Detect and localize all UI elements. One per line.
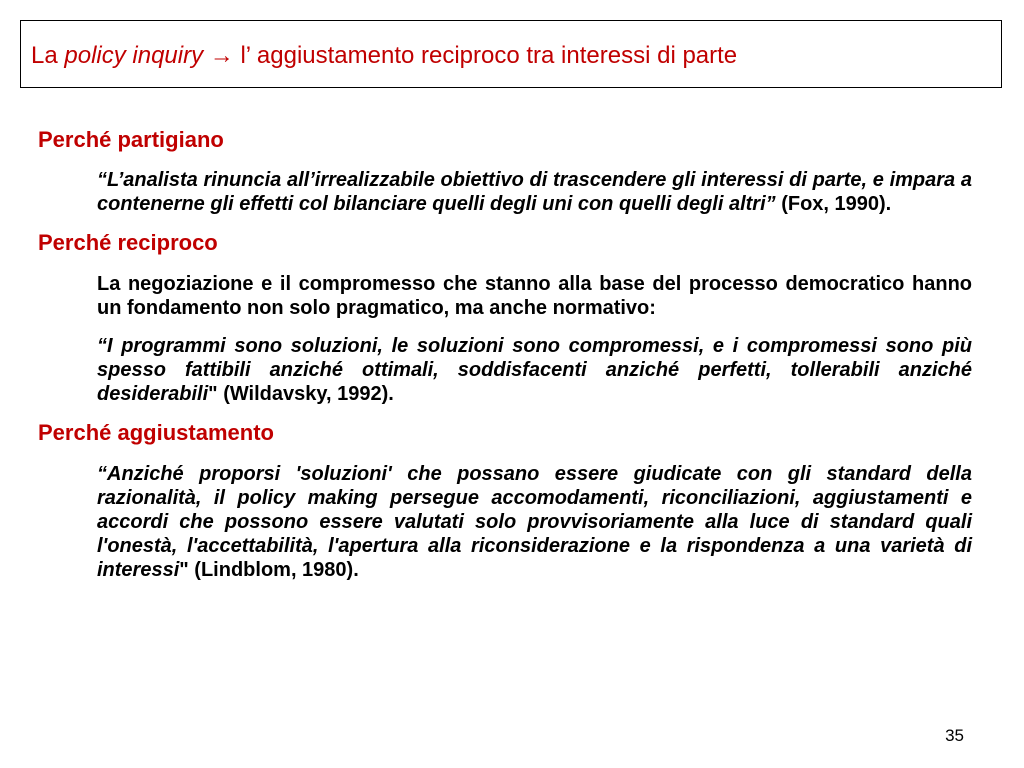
quote-wildavsky: “I programmi sono soluzioni, le soluzioni sono compromessi, e i compromessi sono più spesso fattibili anziché ottimali, soddisfacenti anziché perfetti, tollerabili anziché desiderabili	[97, 335, 972, 405]
paragraph-wildavsky	[97, 334, 972, 406]
quote-fox: “L’analista rinuncia all’irrealizzabile obiettivo di trascendere gli interessi di parte, e impara a contenerne gli effetti col bilanciare quelli degli uni con quelli degli altri”	[97, 169, 972, 215]
slide-title	[31, 42, 737, 70]
slide-content	[38, 127, 972, 582]
title-box	[20, 20, 1002, 88]
citation-wildavsky: " (Wildavsky, 1992).	[208, 383, 394, 405]
paragraph-negoziazione: La negoziazione e il compromesso che stanno alla base del processo democratico hanno un fondamento non solo pragmatico, ma anche normativo:	[97, 273, 972, 319]
heading-aggiustamento: Perché aggiustamento	[38, 420, 274, 445]
paragraph-fox	[97, 168, 972, 216]
heading-partigiano: Perché partigiano	[38, 127, 224, 152]
arrow-right-icon: →	[209, 42, 234, 69]
citation-lindblom: " (Lindblom, 1980).	[179, 559, 359, 581]
page-number: 35	[945, 726, 964, 745]
title-italic: policy inquiry	[64, 42, 204, 69]
heading-reciproco: Perché reciproco	[38, 230, 218, 255]
citation-fox: (Fox, 1990).	[775, 193, 892, 215]
quote-lindblom: “Anziché proporsi 'soluzioni' che possano essere giudicate con gli standard della razionalità, il policy making persegue accomodamenti, riconciliazioni, aggiustamenti e accordi che possono essere valutati solo provvisoriamente alla luce di standard quali l'onestà, l'accettabilità, l'apertura alla riconsiderazione e la rispondenza a una varietà di interessi	[97, 463, 972, 581]
paragraph-lindblom	[97, 462, 972, 582]
title-prefix: La	[31, 42, 58, 69]
title-rest: l’ aggiustamento reciproco tra interessi di parte	[240, 42, 738, 69]
